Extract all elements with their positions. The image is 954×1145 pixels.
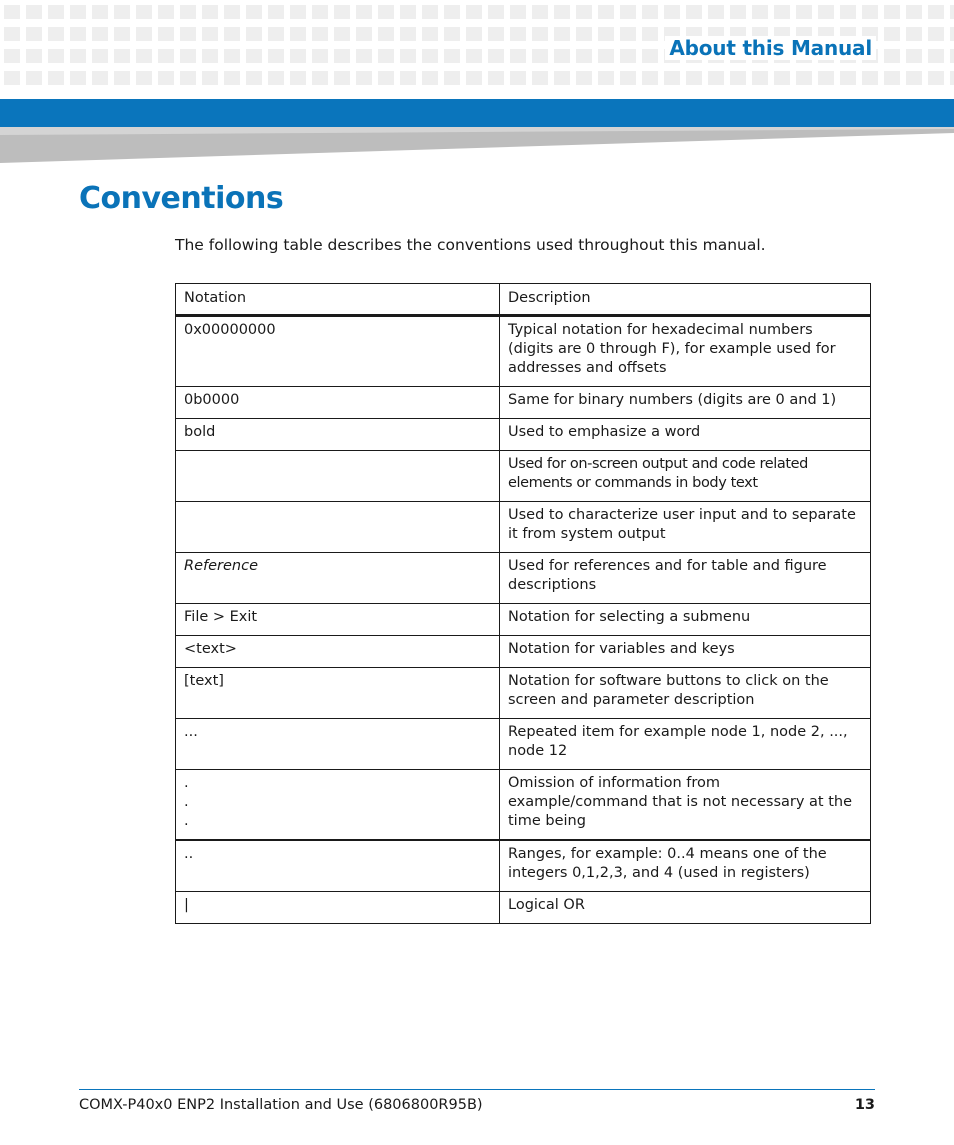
pattern-square [202, 49, 218, 63]
pattern-square [4, 5, 20, 19]
notation-cell [176, 502, 500, 553]
table-row [176, 316, 871, 387]
notation-cell: [text] [176, 668, 500, 719]
description-cell: Used to emphasize a word [500, 419, 871, 451]
pattern-square [598, 49, 614, 63]
notation-cell [176, 770, 500, 841]
pattern-square [950, 49, 954, 63]
pattern-square [356, 5, 372, 19]
pattern-square [532, 71, 548, 85]
header-blue-band [0, 99, 954, 127]
description-cell: Notation for selecting a submenu [500, 604, 871, 636]
pattern-square [136, 5, 152, 19]
pattern-square [334, 49, 350, 63]
pattern-square [642, 5, 658, 19]
intro-paragraph: The following table describes the conventions used throughout this manual. [175, 236, 766, 254]
description-cell: Logical OR [500, 892, 871, 924]
pattern-square [268, 5, 284, 19]
pattern-square [356, 27, 372, 41]
pattern-square [114, 49, 130, 63]
pattern-square [246, 71, 262, 85]
pattern-square [554, 5, 570, 19]
notation-cell: <text> [176, 636, 500, 668]
notation-dot-line: . [184, 775, 189, 791]
description-cell: Used for references and for table and figure descriptions [500, 553, 871, 604]
pattern-square [158, 71, 174, 85]
pattern-square [202, 71, 218, 85]
pattern-square [532, 5, 548, 19]
pattern-square [92, 27, 108, 41]
pattern-square [334, 5, 350, 19]
pattern-square [422, 27, 438, 41]
pattern-square [290, 49, 306, 63]
pattern-square [466, 49, 482, 63]
pattern-square [312, 71, 328, 85]
pattern-square [796, 5, 812, 19]
pattern-square [180, 49, 196, 63]
description-cell: Notation for variables and keys [500, 636, 871, 668]
pattern-square [906, 27, 922, 41]
pattern-square [70, 49, 86, 63]
pattern-square [884, 27, 900, 41]
pattern-square [70, 5, 86, 19]
table-header-row [176, 284, 871, 316]
pattern-square [422, 71, 438, 85]
pattern-square [884, 49, 900, 63]
pattern-square [290, 27, 306, 41]
pattern-square [48, 49, 64, 63]
table-row [176, 840, 871, 892]
notation-cell: | [176, 892, 500, 924]
pattern-square [510, 5, 526, 19]
pattern-square [840, 71, 856, 85]
pattern-square [378, 5, 394, 19]
pattern-square [202, 27, 218, 41]
pattern-square [928, 5, 944, 19]
pattern-square [136, 27, 152, 41]
pattern-square [928, 49, 944, 63]
pattern-square [202, 5, 218, 19]
pattern-square [268, 49, 284, 63]
pattern-square [400, 71, 416, 85]
pattern-square [488, 49, 504, 63]
pattern-square [224, 71, 240, 85]
pattern-square [136, 49, 152, 63]
pattern-square [48, 27, 64, 41]
table-row [176, 553, 871, 604]
pattern-square [444, 5, 460, 19]
pattern-square [664, 5, 680, 19]
pattern-square [158, 27, 174, 41]
pattern-square [92, 49, 108, 63]
pattern-square [906, 5, 922, 19]
description-cell: Ranges, for example: 0..4 means one of the integers 0,1,2,3, and 4 (used in registers) [500, 840, 871, 892]
pattern-square [752, 71, 768, 85]
pattern-square [290, 71, 306, 85]
pattern-square [818, 71, 834, 85]
pattern-square [620, 27, 636, 41]
page-title: Conventions [79, 181, 284, 216]
pattern-square [950, 27, 954, 41]
pattern-square [620, 5, 636, 19]
pattern-square [268, 27, 284, 41]
pattern-square [774, 5, 790, 19]
pattern-square [488, 27, 504, 41]
table-row [176, 419, 871, 451]
pattern-square [246, 27, 262, 41]
pattern-square [928, 71, 944, 85]
pattern-square [950, 5, 954, 19]
table-row [176, 451, 871, 502]
pattern-square [884, 71, 900, 85]
table-row [176, 502, 871, 553]
footer-page-number: 13 [854, 1097, 875, 1113]
notation-cell: File > Exit [176, 604, 500, 636]
table-row [176, 387, 871, 419]
pattern-square [378, 71, 394, 85]
pattern-square [92, 5, 108, 19]
pattern-square [554, 27, 570, 41]
description-cell: Repeated item for example node 1, node 2, ..., node 12 [500, 719, 871, 770]
pattern-square [114, 71, 130, 85]
table-row [176, 770, 871, 841]
footer-document-title: COMX-P40x0 ENP2 Installation and Use (6806800R95B) [79, 1097, 483, 1113]
pattern-square [158, 49, 174, 63]
notation-cell: 0b0000 [176, 387, 500, 419]
pattern-square [268, 71, 284, 85]
pattern-square [180, 5, 196, 19]
pattern-square [950, 71, 954, 85]
notation-cell: bold [176, 419, 500, 451]
pattern-square [906, 71, 922, 85]
pattern-square [4, 71, 20, 85]
pattern-square [290, 5, 306, 19]
pattern-square [400, 27, 416, 41]
pattern-square [554, 49, 570, 63]
pattern-square [26, 5, 42, 19]
notation-cell [176, 451, 500, 502]
pattern-square [620, 71, 636, 85]
pattern-square [48, 5, 64, 19]
pattern-square [884, 5, 900, 19]
pattern-square [862, 5, 878, 19]
pattern-square [356, 71, 372, 85]
pattern-square [576, 5, 592, 19]
pattern-square [576, 49, 592, 63]
pattern-square [576, 27, 592, 41]
running-header-title: About this Manual [665, 36, 876, 60]
pattern-square [444, 27, 460, 41]
conventions-table [175, 283, 871, 924]
pattern-square [510, 71, 526, 85]
pattern-square [576, 71, 592, 85]
pattern-square [400, 49, 416, 63]
pattern-square [598, 71, 614, 85]
pattern-square [532, 27, 548, 41]
pattern-square [928, 27, 944, 41]
description-cell: Used to characterize user input and to separate it from system output [500, 502, 871, 553]
pattern-square [378, 49, 394, 63]
notation-dot-line: . [184, 813, 189, 829]
header-gray-wedge [0, 127, 954, 163]
pattern-square [400, 5, 416, 19]
pattern-square [598, 5, 614, 19]
pattern-square [642, 49, 658, 63]
pattern-square [510, 27, 526, 41]
pattern-square [26, 49, 42, 63]
pattern-square [488, 5, 504, 19]
description-cell: Used for on-screen output and code related elements or commands in body text [500, 451, 871, 502]
pattern-square [466, 71, 482, 85]
pattern-square [70, 27, 86, 41]
header-notation: Notation [176, 284, 500, 316]
pattern-square [664, 71, 680, 85]
pattern-square [686, 5, 702, 19]
pattern-square [422, 5, 438, 19]
pattern-square [774, 71, 790, 85]
pattern-square [334, 71, 350, 85]
pattern-square [708, 5, 724, 19]
pattern-square [334, 27, 350, 41]
description-cell: Notation for software buttons to click on the screen and parameter description [500, 668, 871, 719]
pattern-square [840, 5, 856, 19]
table-row [176, 719, 871, 770]
pattern-square [642, 71, 658, 85]
pattern-square [356, 49, 372, 63]
table-row [176, 668, 871, 719]
pattern-square [686, 71, 702, 85]
pattern-square [752, 5, 768, 19]
table-row [176, 636, 871, 668]
notation-cell: .. [176, 840, 500, 892]
pattern-square [444, 49, 460, 63]
pattern-square [818, 5, 834, 19]
table-row [176, 892, 871, 924]
pattern-square [246, 5, 262, 19]
pattern-square [796, 71, 812, 85]
description-cell: Same for binary numbers (digits are 0 and 1) [500, 387, 871, 419]
pattern-square [312, 27, 328, 41]
pattern-square [730, 5, 746, 19]
pattern-square [862, 71, 878, 85]
pattern-square [26, 27, 42, 41]
pattern-square [488, 71, 504, 85]
pattern-square [26, 71, 42, 85]
notation-cell: ... [176, 719, 500, 770]
pattern-square [620, 49, 636, 63]
pattern-square [70, 71, 86, 85]
pattern-square [136, 71, 152, 85]
pattern-square [224, 49, 240, 63]
pattern-square [4, 49, 20, 63]
pattern-square [312, 5, 328, 19]
pattern-square [554, 71, 570, 85]
pattern-square [114, 5, 130, 19]
pattern-square [180, 71, 196, 85]
pattern-square [730, 71, 746, 85]
pattern-square [422, 49, 438, 63]
footer-rule [79, 1089, 875, 1090]
description-cell: Typical notation for hexadecimal numbers (digits are 0 through F), for example used for addresses and offsets [500, 316, 871, 387]
pattern-square [642, 27, 658, 41]
pattern-square [224, 27, 240, 41]
description-cell: Omission of information from example/command that is not necessary at the time being [500, 770, 871, 841]
pattern-square [224, 5, 240, 19]
pattern-square [466, 5, 482, 19]
pattern-square [510, 49, 526, 63]
notation-cell: Reference [176, 553, 500, 604]
pattern-square [312, 49, 328, 63]
pattern-square [48, 71, 64, 85]
pattern-square [466, 27, 482, 41]
notation-cell: 0x00000000 [176, 316, 500, 387]
pattern-square [246, 49, 262, 63]
pattern-square [444, 71, 460, 85]
pattern-square [92, 71, 108, 85]
pattern-square [158, 5, 174, 19]
pattern-square [532, 49, 548, 63]
pattern-square [598, 27, 614, 41]
pattern-square [378, 27, 394, 41]
table-row [176, 604, 871, 636]
pattern-square [906, 49, 922, 63]
pattern-square [708, 71, 724, 85]
pattern-square [180, 27, 196, 41]
header-description: Description [500, 284, 871, 316]
pattern-square [4, 27, 20, 41]
pattern-square [114, 27, 130, 41]
notation-dot-line: . [184, 794, 189, 810]
